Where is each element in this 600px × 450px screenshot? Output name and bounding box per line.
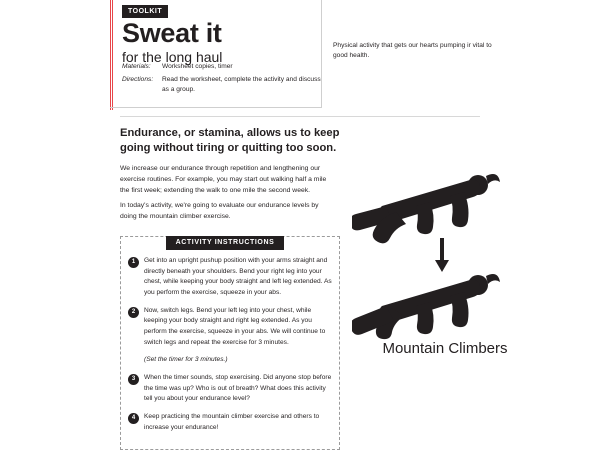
step-text: Get into an upright pushup position with your arms straight and directly beneath your shoulders. Bend your right leg into your chest, while keeping your body straight and left leg extended. As you perform the exercise, squeeze in your abs. bbox=[144, 257, 332, 297]
meta-row-directions bbox=[122, 75, 322, 95]
meta-value-directions: Read the worksheet, complete the activity and discuss as a group. bbox=[162, 76, 321, 94]
meta-value-materials: Worksheet copies, timer bbox=[162, 63, 233, 70]
title-block bbox=[122, 0, 322, 65]
activity-instructions-header: ACTIVITY INSTRUCTIONS bbox=[166, 236, 284, 250]
step-number: 4 bbox=[128, 413, 139, 424]
timer-note: (Set the timer for 3 minutes.) bbox=[144, 356, 228, 364]
meta-row-materials bbox=[122, 62, 322, 72]
figure-top-icon bbox=[352, 174, 500, 243]
accent-rule-left bbox=[110, 0, 111, 110]
list-item bbox=[128, 256, 334, 299]
header-note: Physical activity that gets our hearts pumping ir vital to good health. bbox=[333, 42, 492, 59]
step-number: 2 bbox=[128, 307, 139, 318]
step-number: 1 bbox=[128, 257, 139, 268]
page-title: Sweat it bbox=[122, 18, 222, 48]
step-text: Keep practicing the mountain climber exercise and others to increase your endurance! bbox=[144, 413, 320, 431]
step-text: When the timer sounds, stop exercising. Did anyone stop before the time was up? Who is out of breath? What does this activity tell you about your endurance level? bbox=[144, 374, 332, 403]
lead-statement: Endurance, or stamina, allows us to keep going without tiring or quitting too soon. bbox=[120, 127, 340, 155]
accent-rule-left-2 bbox=[112, 0, 113, 110]
meta-block bbox=[122, 62, 322, 99]
body-paragraph-1: We increase our endurance through repetition and lengthening our exercise routines. For example, you may start out walking half a mile the first week; extending the walk to one mile the second week. bbox=[120, 165, 327, 194]
illustration-caption: Mountain Climbers bbox=[382, 340, 508, 357]
step-text: Now, switch legs. Bend your left leg into your chest, while keeping your body straight and right leg extended. As you perform the exercise, squeeze in your abs. We will continue to switch legs and repeat the exercise for 3 minutes. bbox=[144, 306, 326, 346]
section-divider bbox=[120, 116, 480, 117]
activity-steps-list bbox=[128, 256, 334, 440]
list-item bbox=[128, 412, 334, 433]
list-item bbox=[128, 306, 334, 349]
eyebrow-badge: TOOLKIT bbox=[122, 5, 168, 18]
down-arrow-icon bbox=[435, 238, 449, 272]
body-paragraph-2: In today's activity, we're going to evaluate our endurance levels by doing the mountain climber exercise. bbox=[120, 202, 319, 220]
figure-bottom-icon bbox=[352, 274, 500, 339]
page-subtitle: for the long haul bbox=[122, 48, 223, 65]
meta-label-directions: Directions: bbox=[122, 76, 154, 84]
list-item bbox=[128, 373, 334, 405]
meta-label-materials: Materials: bbox=[122, 63, 151, 70]
step-number: 3 bbox=[128, 374, 139, 385]
